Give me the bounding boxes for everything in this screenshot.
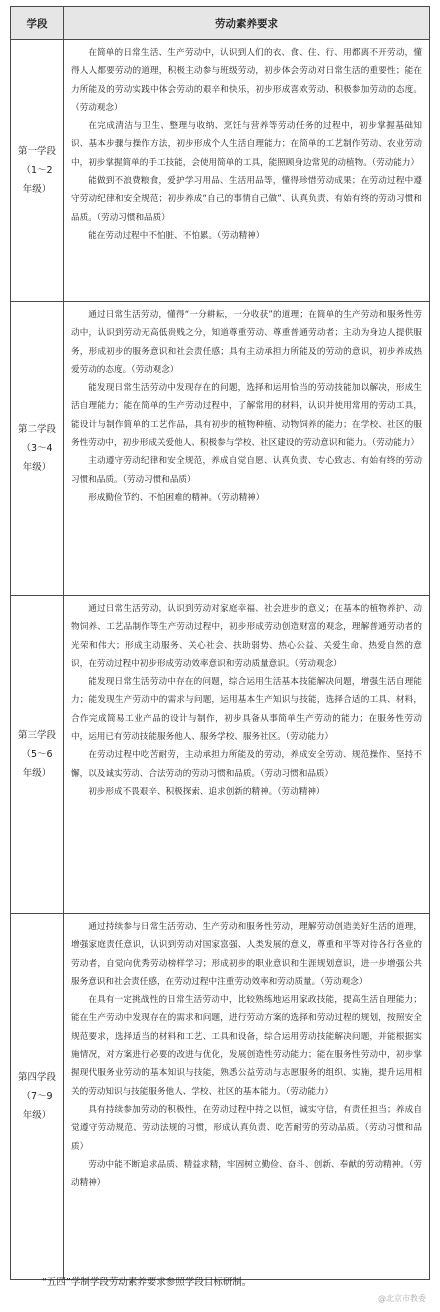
requirements-cell bbox=[64, 596, 430, 914]
stage-grades: （7～9 bbox=[21, 1091, 53, 1102]
stage-cell bbox=[11, 596, 64, 914]
requirement-paragraph: 形成勤俭节约、不怕困难的精神。（劳动精神） bbox=[88, 492, 265, 503]
stage-grades-suffix: 年级） bbox=[22, 184, 52, 195]
stage-name: 第一学段 bbox=[17, 146, 56, 157]
stage-cell bbox=[11, 302, 64, 596]
requirement-paragraph: 在简单的日常生活、生产劳动中，认识到人们的衣、食、住、行、用都离不开劳动，懂得人人都要劳动的道理，积极主动参与班级劳动，初步体会劳动对日常生活的重要性；能在力所能及的劳动实践中体会劳动的艰辛和快乐，初步形成喜欢劳动、积极参加劳动的态度。（劳动观念） bbox=[71, 48, 422, 113]
table-row bbox=[11, 40, 430, 302]
stage-name: 第三学段 bbox=[17, 730, 56, 741]
footnote: “五四”学制学段劳动素养要求参照学段目标研制。 bbox=[42, 1277, 252, 1288]
stage-grades-suffix: 年级） bbox=[22, 1110, 52, 1121]
table-row bbox=[11, 596, 430, 914]
stage-cell bbox=[11, 40, 64, 302]
table-header-row bbox=[11, 7, 430, 40]
stage-name: 第二学段 bbox=[17, 424, 56, 435]
requirements-cell bbox=[64, 302, 430, 596]
requirement-paragraph: 在完成清洁与卫生、整理与收纳、烹饪与营养等劳动任务的过程中，初步掌握基础知识、基本步骤与操作方法，初步形成个人生活自理能力；在简单的工艺制作劳动、农业劳动中，初步掌握简单的手工技能，会使用简单的工具，能照顾身边常见的动植物。（劳动能力） bbox=[71, 121, 422, 168]
requirements-cell bbox=[64, 914, 430, 1280]
stage-grades: （5～6 bbox=[21, 749, 53, 760]
stage-grades: （3～4 bbox=[21, 443, 53, 454]
requirement-paragraph: 劳动中能不断追求品质、精益求精，牢固树立勤俭、奋斗、创新、奉献的劳动精神。（劳动精神） bbox=[71, 1159, 422, 1189]
table-row bbox=[11, 302, 430, 596]
requirement-paragraph: 通过持续参与日常生活劳动、生产劳动和服务性劳动，理解劳动创造美好生活的道理，增强家庭责任意识，认识到劳动对国家富强、人类发展的意义，尊重和平等对待各行各业的劳动者，自觉向优秀劳动榜样学习；形成初步的职业意识和生涯规划意识，进一步增强公共服务意识和社会责任感，在劳动过程中注重劳动效率和劳动质量。（劳动观念） bbox=[71, 922, 422, 987]
stage-grades-suffix: 年级） bbox=[22, 768, 52, 779]
requirement-paragraph: 具有持续参加劳动的积极性，在劳动过程中持之以恒，诚实守信，有责任担当；养成自觉遵守劳动规范、劳动法规的习惯，形成认真负责、吃苦耐劳的劳动品质。（劳动习惯和品质） bbox=[71, 1104, 422, 1152]
header-stage: 学段 bbox=[11, 7, 64, 40]
requirement-paragraph: 主动遵守劳动纪律和安全规范，养成自觉自愿、认真负责、专心致志、有始有终的劳动习惯和品质。（劳动习惯和品质） bbox=[71, 456, 422, 485]
requirement-paragraph: 能在劳动过程中不怕脏、不怕累。（劳动精神） bbox=[88, 230, 265, 241]
labor-literacy-table bbox=[10, 6, 430, 1280]
requirement-paragraph: 能发现日常生活劳动中存在的问题，综合运用生活基本技能解决问题，增强生活自理能力；能发现生产劳动中的需求与问题，运用基本生产知识与技能，选择合适的工具、材料，合作完成简易工业产品的设计与制作，初步具备从事简单生产劳动的能力；在服务性劳动中，运用已有劳动技能服务他人、服务学校、服务社区。（劳动能力） bbox=[71, 677, 422, 743]
stage-cell bbox=[11, 914, 64, 1280]
requirement-paragraph: 在劳动过程中吃苦耐劳，主动承担力所能及的劳动，养成安全劳动、规范操作、坚持不懈，以及诚实劳动、合法劳动的劳动习惯和品质。（劳动习惯和品质） bbox=[71, 750, 422, 779]
stage-grades: （1～2 bbox=[21, 165, 53, 176]
watermark: @北京市教委 bbox=[378, 1294, 426, 1303]
requirement-paragraph: 通过日常生活劳动，懂得“一分耕耘，一分收获”的道理；在简单的生产劳动和服务性劳动中，认识到劳动无高低贵贱之分，知道尊重劳动、尊重普通劳动者；主动为身边人提供服务，形成初步的服务意识和社会责任感；具有主动承担力所能及的劳动的意识，初步养成热爱劳动的态度。（劳动观念） bbox=[71, 310, 422, 375]
table-row bbox=[11, 914, 430, 1280]
requirement-paragraph: 能发现日常生活劳动中发现存在的问题，选择和运用恰当的劳动技能加以解决，形成生活自理能力；能在简单的生产劳动过程中，了解常用的材料，认识并使用常用的劳动工具，能设计与制作简单的工艺作品，具有初步的植物种植、动物饲养的能力；在学校、社区的服务性劳动中，初步形成关爱他人、积极参与学校、社区建设的劳动意识和能力。（劳动能力） bbox=[71, 383, 422, 449]
requirement-paragraph: 在具有一定挑战性的日常生活劳动中，比较熟练地运用家政技能，提高生活自理能力；能在生产劳动中发现存在的需求和问题，进行劳动方案的选择和劳动过程的规划，按照安全规范要求，选择适当的材料和工艺、工具和设备，综合运用劳动技能解决问题，并能根据实施情况，对方案进行必要的改进与优化，发展创造性劳动能力；能在服务性劳动中，初步掌握现代服务业劳动的基本知识与技能，熟悉公益劳动与志愿服务的组织、实施，提升运用相关的劳动知识与技能服务他人、学校、社区的基本能力。（劳动能力） bbox=[71, 995, 422, 1097]
requirement-paragraph: 能做到不浪费粮食，爱护学习用品、生活用品等，懂得珍惜劳动成果；在劳动过程中遵守劳动纪律和安全规范；初步养成“自己的事情自己做”、认真负责、有始有终的劳动习惯和品质。（劳动习惯和品质） bbox=[71, 176, 422, 223]
stage-grades-suffix: 年级） bbox=[22, 462, 52, 473]
requirement-paragraph: 初步形成不畏艰辛、积极探索、追求创新的精神。（劳动精神） bbox=[88, 786, 325, 797]
header-requirements: 劳动素养要求 bbox=[64, 7, 430, 40]
requirement-paragraph: 通过日常生活劳动，认识到劳动对家庭幸福、社会进步的意义；在基本的植物养护、动物饲养、工艺品制作等生产劳动过程中，初步形成劳动创造财富的观念，理解普通劳动者的光荣和伟大；形成主动服务、关心社会、扶助弱势、热心公益、关爱生命、热爱自然的意识，在劳动过程中初步形成劳动效率意识和劳动质量意识。（劳动观念） bbox=[71, 604, 422, 669]
stage-name: 第四学段 bbox=[17, 1072, 56, 1083]
requirements-cell bbox=[64, 40, 430, 302]
